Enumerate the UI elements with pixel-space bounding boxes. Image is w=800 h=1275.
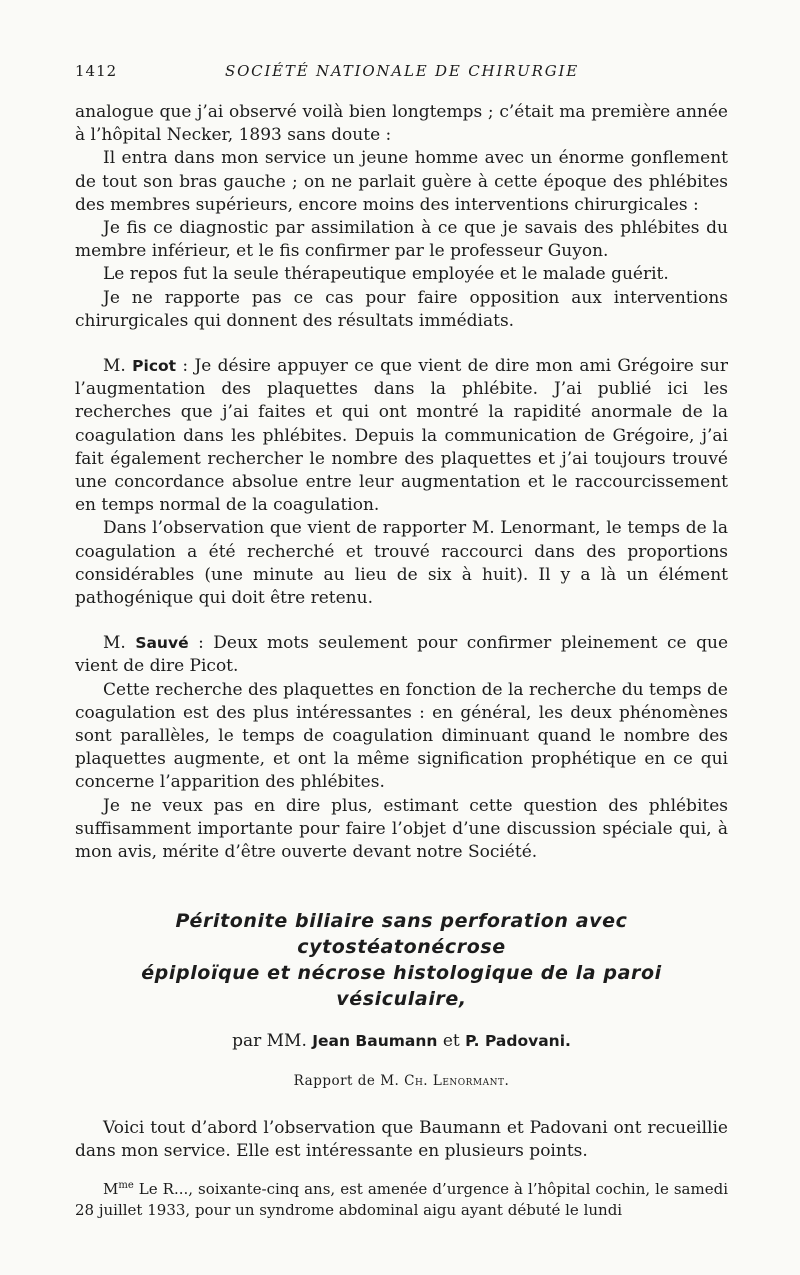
article-title-line: épiploïque et nécrose histologique de la paroi vésiculaire, [141,962,662,1011]
speaker-prefix: M. [103,633,126,654]
paragraph: Il entra dans mon service un jeune homme avec un énorme gonflement de tout son bras gauche ; on ne parlait guère à cette époque des phlébites des membres supérieurs, encore moins des interventions chirurgicales : [75,148,728,215]
page-number: 1412 [75,62,118,80]
body-text [75,101,728,1221]
speaker-name-picot: Picot [132,357,177,376]
paragraph: Je ne rapporte pas ce cas pour faire opposition aux interventions chirurgicales qui donnent des résultats immédiats. [75,287,728,331]
report-prefix: Rapport de M. [293,1072,400,1089]
author-name: Jean Baumann [312,1032,438,1051]
case-paragraph [75,1175,728,1221]
paragraph: Je fis ce diagnostic par assimilation à ce que je savais des phlébites du membre inférieur, et le fis confirmer par le professeur Guyon. [75,218,728,262]
byline-prefix: par MM. [232,1031,307,1052]
paragraph: Je ne veux pas en dire plus, estimant cette question des phlébites suffisamment importante pour faire l’objet d’une discussion spéciale qui, à mon avis, mérite d’être ouverte devant notre Société. [75,795,728,863]
case-title-m: M [103,1180,119,1199]
byline-and: et [442,1031,460,1052]
paragraph: Le repos fut la seule thérapeutique employée et le malade guérit. [103,264,669,285]
running-title: SOCIÉTÉ NATIONALE DE CHIRURGIE [225,62,579,80]
byline [75,1030,728,1053]
speaker-name-sauve: Sauvé [135,634,189,653]
reporter-name: Ch. Lenormant. [404,1072,510,1089]
sauve-statement [75,632,728,678]
statement-text: : Deux mots seulement pour confirmer pleinement ce que vient de dire Picot. [75,633,729,677]
statement-text: : Je désire appuyer ce que vient de dire mon ami Grégoire sur l’augmentation des plaquettes dans la phlébite. J’ai publié ici les recherches que j’ai faites et qui ont montré la rapidité anormale de la coagulation dans les phlébites. Depuis la communication de Grégoire, j’ai fait également rechercher le nombre des plaquettes et j’ai toujours trouvé une concordance absolue entre leur augmentation et le raccourcissement en temps normal de la coagulation. [75,356,728,516]
article-title-line: Péritonite biliaire sans perforation avec cytostéatonécrose [175,910,628,959]
author-name: P. Padovani. [465,1032,571,1051]
article-title [75,908,728,1012]
case-text: Le R..., soixante-cinq ans, est amenée d’urgence à l’hôpital cochin, le samedi 28 juillet 1933, pour un syndrome abdominal aigu ayant débuté le lundi [75,1180,728,1220]
paragraph: Dans l’observation que vient de rapporter M. Lenormant, le temps de la coagulation a été recherché et trouvé raccourci dans des proportions considérables (une minute au lieu de six à huit). Il y a là un élément pathogénique qui doit être retenu. [75,518,728,609]
picot-statement [75,355,728,517]
case-report [75,1175,728,1221]
paragraph: Cette recherche des plaquettes en fonction de la recherche du temps de coagulation est des plus intéressantes : en général, les deux phénomènes sont parallèles, le temps de coagulation diminuant quand le nombre des plaquettes augmente, et ont la même signification prophétique en ce qui concerne l’apparition des phlébites. [75,679,728,793]
paragraph: analogue que j’ai observé voilà bien longtemps ; c’était ma première année à l’hôpital Necker, 1893 sans doute : [75,102,728,146]
page-header [75,62,725,86]
report-line [75,1070,728,1093]
paragraph: Voici tout d’abord l’observation que Baumann et Padovani ont recueillie dans mon service. Elle est intéressante en plusieurs points. [75,1117,728,1161]
case-title-sup: me [118,1180,134,1192]
speaker-prefix: M. [103,356,126,377]
